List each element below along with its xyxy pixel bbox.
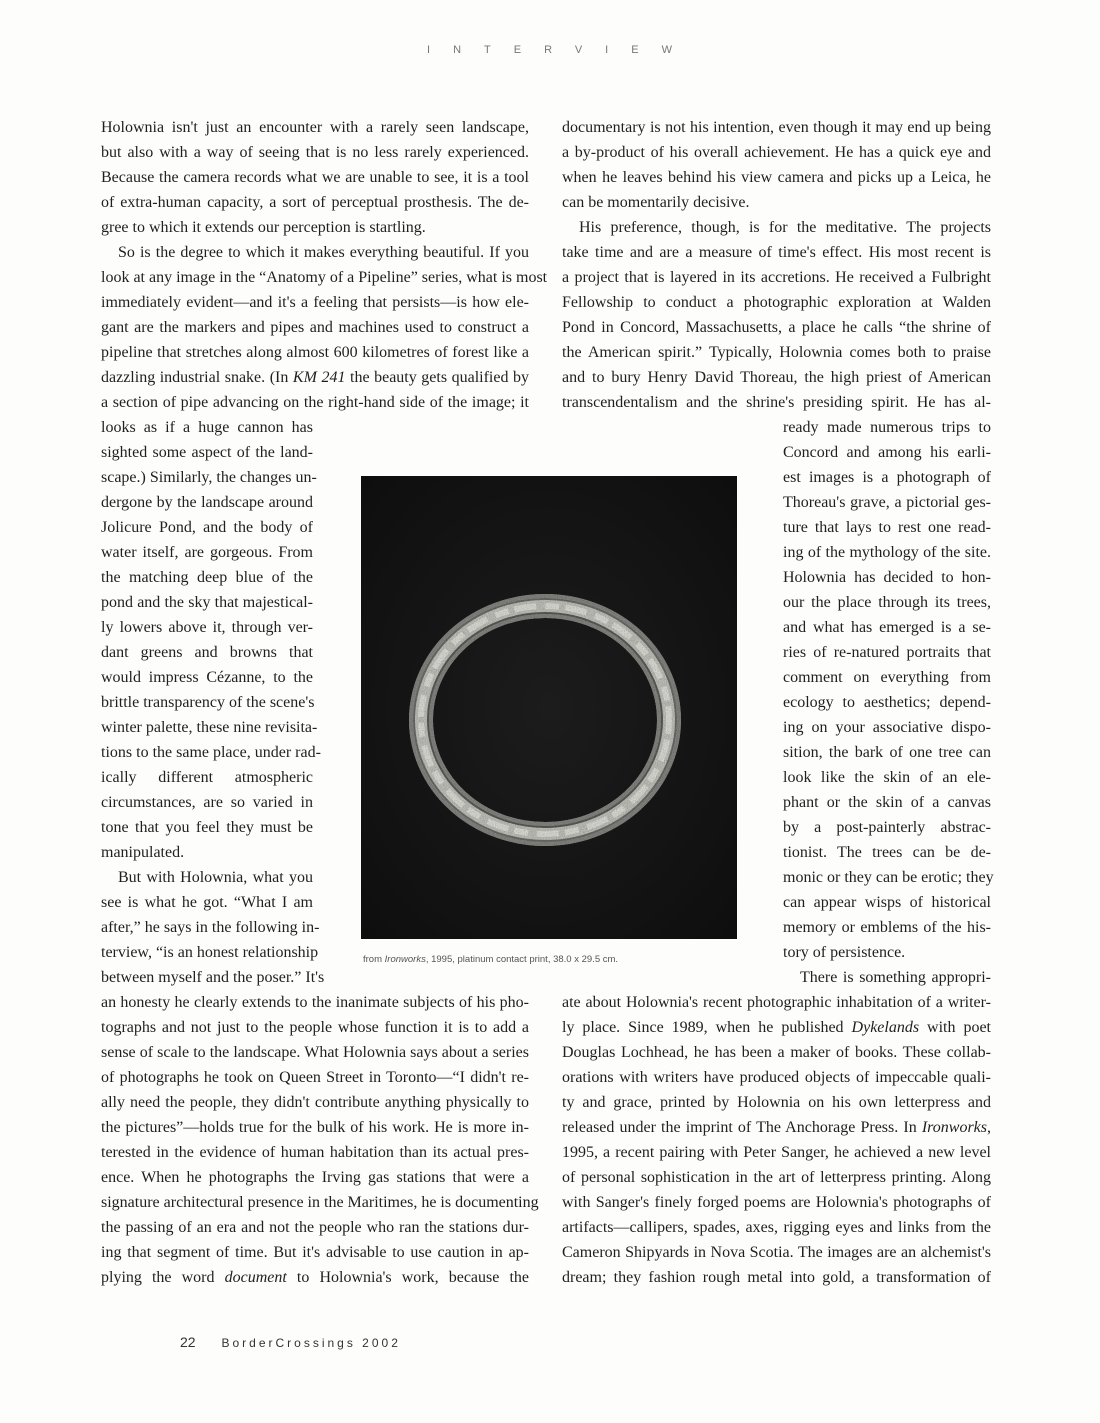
right-column-line: 1995, a recent pairing with Peter Sanger, he achieved a new level — [562, 1144, 991, 1161]
right-column-line: Fellowship to conduct a photographic exploration at Walden — [562, 294, 991, 311]
left-column-line: see is what he got. “What I am — [101, 894, 313, 911]
left-column-line: dergone by the landscape around — [101, 494, 313, 511]
right-column-line: when he leaves behind his view camera and picks up a Leica, he — [562, 169, 991, 186]
left-column-line: signature architectural presence in the Maritimes, he is documenting — [101, 1194, 539, 1211]
right-column-line: Pond in Concord, Massachusetts, a place he calls “the shrine of — [562, 319, 991, 336]
left-column-line: circumstances, are so varied in — [101, 794, 313, 811]
right-column-line: est images is a photograph of — [783, 469, 991, 486]
right-column-line: comment on everything from — [783, 669, 991, 686]
left-column-line: immediately evident—and it's a feeling that persists—is how ele- — [101, 294, 529, 311]
left-column-line: pipeline that stretches along almost 600 kilometres of forest like a — [101, 344, 529, 361]
running-head: INTERVIEW — [427, 44, 695, 56]
right-column-line: ing of the mythology of the site. — [783, 544, 991, 561]
left-column-line: an honesty he clearly extends to the inanimate subjects of his pho- — [101, 994, 529, 1011]
right-column-line: dream; they fashion rough metal into gold, a transformation of — [562, 1269, 991, 1286]
right-column-line: Concord and among his earli- — [783, 444, 991, 461]
left-column-line: gree to which it extends our perception is startling. — [101, 219, 426, 236]
right-column-line: and to bury Henry David Thoreau, the high priest of American — [562, 369, 991, 386]
right-column-line: monic or they can be erotic; they — [783, 869, 994, 886]
left-column-line: water itself, are gorgeous. From — [101, 544, 313, 561]
right-column-line: transcendentalism and the shrine's presiding spirit. He has al- — [562, 394, 991, 411]
right-column-line: ecology to aesthetics; depend- — [783, 694, 991, 711]
left-column-line: plying the word document to Holownia's work, because the — [101, 1269, 529, 1286]
right-column-line: Thoreau's grave, a pictorial ges- — [783, 494, 991, 511]
left-column-line: Holownia isn't just an encounter with a rarely seen landscape, — [101, 119, 529, 136]
left-column-line: Because the camera records what we are unable to see, it is a tool — [101, 169, 529, 186]
left-column-line: dant greens and browns that — [101, 644, 313, 661]
left-column-line: tographs and not just to the people whose function it is to add a — [101, 1019, 529, 1036]
left-column-line: brittle transparency of the scene's — [101, 694, 315, 711]
left-column-line: of photographs he took on Queen Street in Toronto—“I didn't re- — [101, 1069, 529, 1086]
right-column-line: documentary is not his intention, even though it may end up being — [562, 119, 991, 136]
magazine-title: BorderCrossings 2002 — [221, 1336, 401, 1350]
right-column-line: ries of re-natured portraits that — [783, 644, 991, 661]
left-column-line: sighted some aspect of the land- — [101, 444, 313, 461]
right-column-line: take time and are a measure of time's effect. His most recent is — [562, 244, 991, 261]
ring-image — [361, 476, 737, 939]
left-column-line: a section of pipe advancing on the right-hand side of the image; it — [101, 394, 529, 411]
page-number: 22 — [180, 1334, 196, 1350]
left-column-line: ically different atmospheric — [101, 769, 313, 786]
right-column-line: sition, the bark of one tree can — [783, 744, 991, 761]
ironworks-ring-photo — [361, 476, 737, 939]
right-column-line: can appear wisps of historical — [783, 894, 991, 911]
right-column-line: with Sanger's finely forged poems are Holownia's photographs of — [562, 1194, 991, 1211]
right-column-line: Douglas Lochhead, he has been a maker of books. These collab- — [562, 1044, 991, 1061]
right-column-line: tory of persistence. — [783, 944, 906, 961]
page-footer — [180, 1334, 401, 1350]
left-column-line: manipulated. — [101, 844, 185, 861]
right-column-line: orations with writers have produced objects of impeccable quali- — [562, 1069, 991, 1086]
right-column-line: ture that lays to rest one read- — [783, 519, 991, 536]
left-column-line: terested in the evidence of human habitation than its actual pres- — [101, 1144, 529, 1161]
left-column-line: looks as if a huge cannon has — [101, 419, 313, 436]
left-column-line: pond and the sky that majestical- — [101, 594, 313, 611]
right-column-line: ate about Holownia's recent photographic inhabitation of a writer- — [562, 994, 991, 1011]
right-column-line: can be momentarily decisive. — [562, 194, 750, 211]
left-column-line: tions to the same place, under rad- — [101, 744, 321, 761]
left-column-line: Jolicure Pond, and the body of — [101, 519, 313, 536]
photo-caption: from Ironworks, 1995, platinum contact print, 38.0 x 29.5 cm. — [363, 954, 619, 965]
right-column-line: a by-product of his overall achievement. He has a quick eye and — [562, 144, 991, 161]
right-column-line: by a post-painterly abstrac- — [783, 819, 991, 836]
left-column-line: ence. When he photographs the Irving gas stations that were a — [101, 1169, 529, 1186]
right-column-line: artifacts—callipers, spades, axes, rigging eyes and links from the — [562, 1219, 991, 1236]
right-column-line: ty and grace, printed by Holownia on his own letterpress and — [562, 1094, 991, 1111]
left-column-line: But with Holownia, what you — [118, 869, 313, 886]
right-column-line: the American spirit.” Typically, Holownia comes both to praise — [562, 344, 991, 361]
right-column-line: There is something appropri- — [800, 969, 991, 986]
right-column-line: His preference, though, is for the meditative. The projects — [579, 219, 991, 236]
right-column-line: ready made numerous trips to — [783, 419, 991, 436]
right-column-line: and what has emerged is a se- — [783, 619, 991, 636]
right-column-line: of personal sophistication in the art of letterpress printing. Along — [562, 1169, 991, 1186]
right-column-line: a project that is layered in its accretions. He received a Fulbright — [562, 269, 991, 286]
left-column-line: So is the degree to which it makes everything beautiful. If you — [118, 244, 529, 261]
right-column-line: memory or emblems of the his- — [783, 919, 991, 936]
left-column-line: winter palette, these nine revisita- — [101, 719, 318, 736]
right-column-line: tionist. The trees can be de- — [783, 844, 991, 861]
left-column-line: dazzling industrial snake. (In KM 241 the beauty gets qualified by — [101, 369, 530, 386]
left-column-line: after,” he says in the following in- — [101, 919, 320, 936]
left-column-line: sense of scale to the landscape. What Holownia says about a series — [101, 1044, 529, 1061]
left-column-line: the passing of an era and not the people who ran the stations dur- — [101, 1219, 529, 1236]
right-column-line: ly place. Since 1989, when he published Dykelands with poet — [562, 1019, 991, 1036]
left-column-line: tone that you feel they must be — [101, 819, 313, 836]
left-column-line: ing that segment of time. But it's advisable to use caution in ap- — [101, 1244, 529, 1261]
left-column-line: gant are the markers and pipes and machines used to construct a — [101, 319, 529, 336]
left-column-line: between myself and the poser.” It's — [101, 969, 325, 986]
right-column-line: Cameron Shipyards in Nova Scotia. The images are an alchemist's — [562, 1244, 991, 1261]
right-column-line: Holownia has decided to hon- — [783, 569, 991, 586]
right-column-line: ing on your associative dispo- — [783, 719, 991, 736]
left-column-line: of extra-human capacity, a sort of perceptual prosthesis. The de- — [101, 194, 529, 211]
left-column-line: the matching deep blue of the — [101, 569, 313, 586]
left-column-line: look at any image in the “Anatomy of a Pipeline” series, what is most — [101, 269, 548, 286]
left-column-line: ally need the people, they didn't contribute anything physically to — [101, 1094, 529, 1111]
left-column-line: would impress Cézanne, to the — [101, 669, 313, 686]
right-column-line: released under the imprint of The Anchorage Press. In Ironworks, — [562, 1119, 991, 1136]
left-column-line: scape.) Similarly, the changes un- — [101, 469, 317, 486]
left-column-line: but also with a way of seeing that is no less rarely experienced. — [101, 144, 529, 161]
right-column-line: our the place through its trees, — [783, 594, 991, 611]
right-column-line: phant or the skin of a canvas — [783, 794, 991, 811]
left-column-line: the pictures”—holds true for the bulk of his work. He is more in- — [101, 1119, 529, 1136]
left-column-line: ly lowers above it, through ver- — [101, 619, 313, 636]
left-column-line: terview, “is an honest relationship — [101, 944, 319, 961]
right-column-line: look like the skin of an ele- — [783, 769, 991, 786]
